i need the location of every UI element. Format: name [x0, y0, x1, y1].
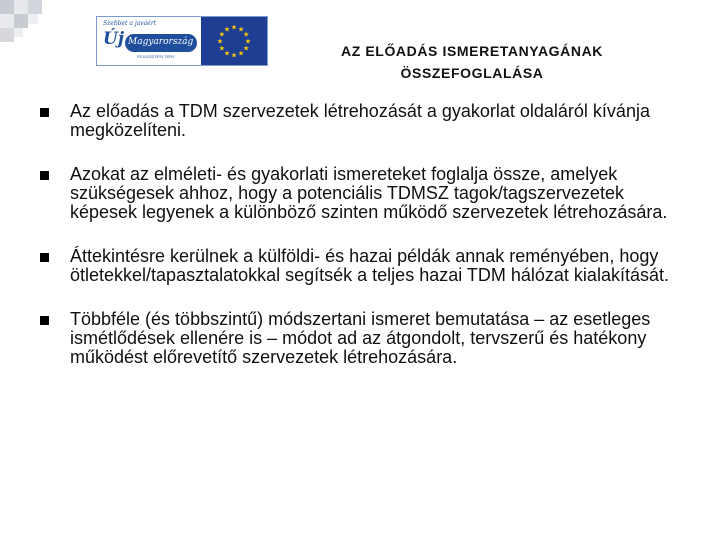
square-bullet-icon [40, 253, 49, 262]
eu-star-icon: ★ [237, 26, 245, 34]
bullet-text: Azokat az elméleti- és gyakorlati ismereteket foglalja össze, amelyek szükségesek ahhoz, hogy a potenciális TDMSZ tagok/tagszervezetek képesek legyenek a különböző szinten működő szervezetek létrehozására. [70, 164, 668, 222]
eu-star-icon: ★ [242, 45, 250, 53]
eu-star-icon: ★ [242, 31, 250, 39]
bullet-item [40, 247, 680, 285]
square-bullet-icon [40, 171, 49, 180]
page-title-line-2: ÖSSZEFOGLALÁSA [400, 65, 544, 81]
eu-star-icon: ★ [223, 50, 231, 58]
square-bullet-icon [40, 108, 49, 117]
eu-star-icon: ★ [230, 24, 238, 32]
bullet-text: Áttekintésre kerülnek a külföldi- és hazai példák annak reményében, hogy ötletekkel/tapasztalatokkal segítsék a teljes hazai TDM hálózat kialakítását. [70, 246, 669, 285]
page-title-line-1: AZ ELŐADÁS ISMERETANYAGÁNAK [341, 43, 603, 59]
bullet-item [40, 102, 680, 140]
logo-uj-text: Új [103, 29, 124, 49]
uj-magyarorszag-logo [97, 17, 201, 65]
eu-star-icon: ★ [218, 45, 226, 53]
bullet-item [40, 165, 680, 222]
logo-name-text: Magyarország [128, 37, 194, 47]
bullet-list [40, 102, 680, 367]
eu-star-icon: ★ [237, 50, 245, 58]
eu-star-icon: ★ [218, 31, 226, 39]
logo-slogan: Szebbet a javáért [103, 20, 157, 27]
bullet-text: Az előadás a TDM szervezetek létrehozását a gyakorlat oldaláról kívánja megközelíteni. [70, 101, 650, 140]
uj-magyarorszag-eu-logo [96, 16, 268, 66]
eu-star-icon: ★ [230, 52, 238, 60]
bullet-item [40, 310, 680, 367]
corner-squares-decoration [0, 0, 60, 50]
eu-star-icon: ★ [216, 38, 224, 46]
page-title [290, 40, 654, 84]
logo-subtitle: FEJLESZTÉSI TERV [137, 54, 175, 59]
eu-star-icon: ★ [223, 26, 231, 34]
eu-star-icon: ★ [244, 38, 252, 46]
square-bullet-icon [40, 316, 49, 325]
eu-flag-icon [201, 17, 267, 65]
bullet-text: Többféle (és többszintű) módszertani ismeret bemutatása – az esetleges ismétlődések ellenére is – módot ad az átgondolt, tervszerű és hatékony működést előrevetítő szervezetek létrehozására. [70, 309, 651, 367]
